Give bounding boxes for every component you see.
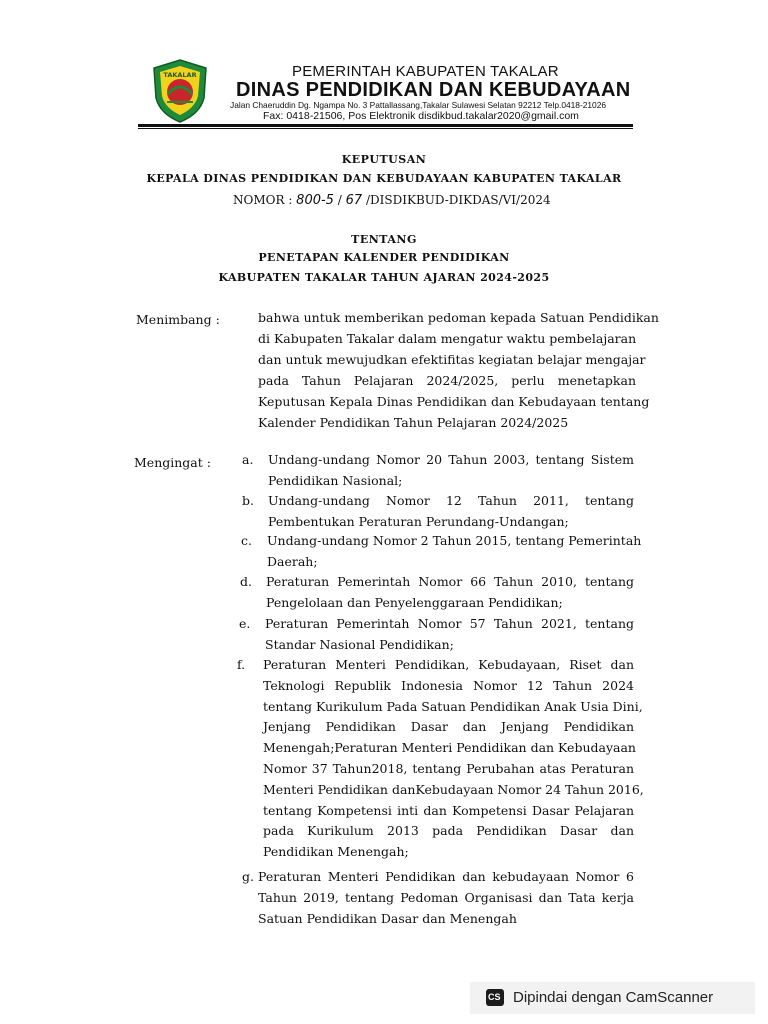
mengingat-item-f: [237, 655, 644, 863]
title-penetapan-line-1: PENETAPAN KALENDER PENDIDIKAN: [258, 251, 510, 264]
item-line: tentang Kompetensi inti dan Kompetensi Dasar Pelajaran: [263, 802, 634, 818]
item-letter: d.: [240, 574, 252, 589]
letterhead-rule-thin: [138, 128, 633, 129]
item-line: Satuan Pendidikan Dasar dan Menengah: [258, 910, 517, 926]
mengingat-item-b: [242, 491, 634, 533]
item-line: tentang Kurikulum Pada Satuan Pendidikan Anak Usia Dini,: [263, 698, 643, 714]
menimbang-label: Menimbang :: [136, 312, 220, 327]
logo-text: TAKALAR: [163, 71, 197, 79]
item-line: Peraturan Menteri Pendidikan, Kebudayaan, Riset dan: [263, 657, 634, 672]
item-line: Pembentukan Peraturan Perundang-Undangan;: [268, 513, 569, 529]
item-letter: b.: [242, 493, 254, 508]
letterhead-government: PEMERINTAH KABUPATEN TAKALAR: [292, 63, 559, 80]
item-line: Undang-undang Nomor 20 Tahun 2003, tentang Sistem: [268, 452, 634, 467]
decree-number-handwritten-2: 67: [345, 193, 363, 208]
item-line: Menengah;Peraturan Menteri Pendidikan dan Kebudayaan: [263, 740, 636, 756]
mengingat-item-e: [239, 614, 634, 656]
menimbang-line: bahwa untuk memberikan pedoman kepada Satuan Pendidikan: [258, 310, 659, 325]
item-letter: a.: [242, 452, 254, 467]
item-line: pada Kurikulum 2013 pada Pendidikan Dasar dan: [263, 823, 634, 839]
mengingat-item-d: [240, 572, 634, 614]
item-line: Teknologi Republik Indonesia Nomor 12 Tahun 2024: [263, 677, 634, 693]
letterhead-address: Jalan Chaeruddin Dg. Ngampa No. 3 Pattallassang,Takalar Sulawesi Selatan 92212 Telp.0418-21026: [230, 100, 607, 110]
mengingat-item-g: [242, 867, 634, 929]
decree-number: [233, 193, 551, 208]
title-tentang: TENTANG: [351, 233, 417, 246]
camscanner-icon: CS: [486, 989, 504, 1006]
takalar-logo-icon: [150, 58, 210, 124]
item-line: Undang-undang Nomor 12 Tahun 2011, tentang: [268, 493, 634, 508]
menimbang-line: Kalender Pendidikan Tahun Pelajaran 2024/2025: [258, 415, 569, 430]
item-line: Nomor 37 Tahun2018, tentang Perubahan atas Peraturan: [263, 760, 634, 776]
item-line: Standar Nasional Pendidikan;: [265, 636, 454, 652]
letterhead-department: DINAS PENDIDIKAN DAN KEBUDAYAAN: [236, 79, 631, 101]
item-line: Pendidikan Menengah;: [263, 844, 409, 860]
camscanner-text: Dipindai dengan CamScanner: [513, 989, 714, 1006]
item-line: Jenjang Pendidikan Dasar dan Jenjang Pendidikan: [263, 719, 634, 735]
item-line: Tahun 2019, tentang Pedoman Organisasi dan Tata kerja: [258, 889, 634, 905]
item-line: Undang-undang Nomor 2 Tahun 2015, tentang Pemerintah: [267, 533, 642, 548]
menimbang-line: Keputusan Kepala Dinas Pendidikan dan Kebudayaan tentang: [258, 394, 650, 409]
camscanner-watermark: [470, 982, 755, 1014]
item-line: Peraturan Pemerintah Nomor 57 Tahun 2021, tentang: [265, 616, 634, 631]
decree-number-handwritten-1: 800-5: [296, 193, 334, 208]
item-letter: c.: [241, 533, 252, 548]
mengingat-item-a: [242, 450, 634, 492]
mengingat-item-c: [241, 531, 642, 573]
title-kepala-dinas: KEPALA DINAS PENDIDIKAN DAN KEBUDAYAAN KABUPATEN TAKALAR: [146, 172, 622, 185]
item-line: Pengelolaan dan Penyelenggaraan Pendidikan;: [266, 594, 563, 610]
item-letter: e.: [239, 616, 251, 631]
item-line: Peraturan Pemerintah Nomor 66 Tahun 2010, tentang: [266, 574, 634, 589]
decree-number-label: NOMOR :: [233, 193, 297, 207]
letterhead-rule-thick: [138, 124, 633, 127]
decree-number-rest: /DISDIKBUD-DIKDAS/VI/2024: [362, 193, 551, 207]
item-line: Daerah;: [267, 553, 318, 569]
decree-number-separator: /: [333, 193, 346, 207]
item-letter: g.: [242, 869, 254, 884]
menimbang-line: di Kabupaten Takalar dalam mengatur waktu pembelajaran: [258, 331, 637, 346]
item-line: Peraturan Menteri Pendidikan dan kebudayaan Nomor 6: [258, 869, 634, 884]
item-line: Menteri Pendidikan danKebudayaan Nomor 24 Tahun 2016,: [263, 781, 644, 797]
title-keputusan: KEPUTUSAN: [341, 153, 427, 166]
title-penetapan-line-2: KABUPATEN TAKALAR TAHUN AJARAN 2024-2025: [218, 271, 550, 284]
menimbang-paragraph: [258, 307, 659, 433]
menimbang-line: dan untuk mewujudkan efektifitas kegiatan belajar mengajar: [258, 352, 646, 367]
menimbang-line: pada Tahun Pelajaran 2024/2025, perlu menetapkan: [258, 373, 636, 388]
mengingat-label: Mengingat :: [134, 455, 211, 470]
item-letter: f.: [237, 657, 246, 672]
letterhead-contact: Fax: 0418-21506, Pos Elektronik disdikbud.takalar2020@gmail.com: [263, 110, 579, 122]
item-line: Pendidikan Nasional;: [268, 472, 403, 488]
